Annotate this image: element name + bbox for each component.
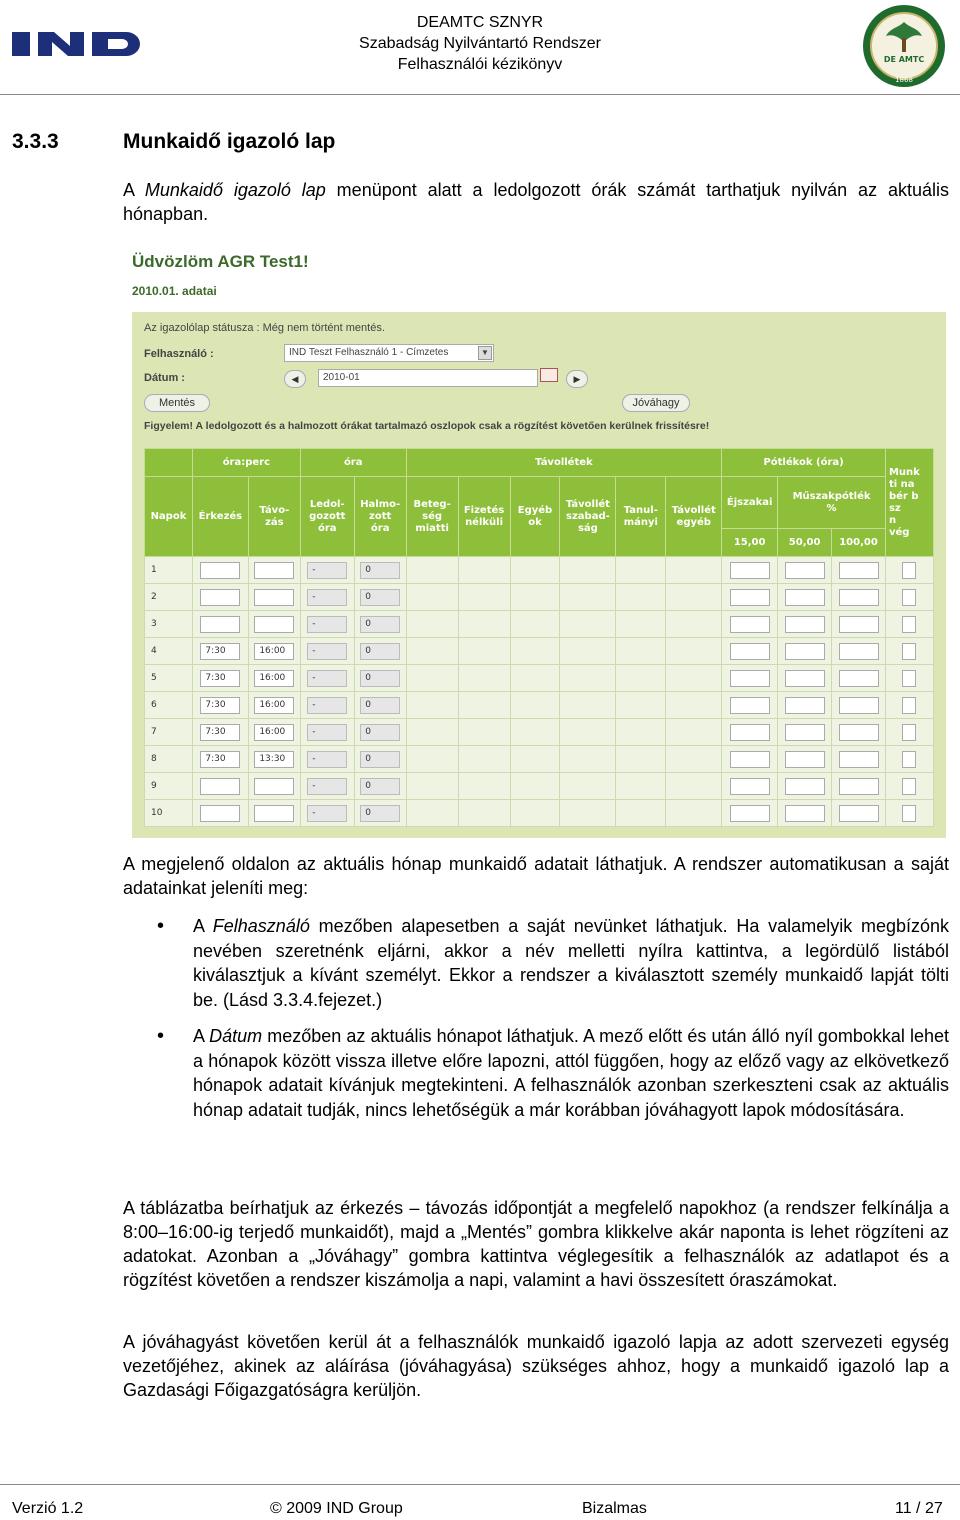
worked-hours: -: [307, 751, 347, 768]
arrival-input[interactable]: [200, 778, 240, 795]
allowance-input[interactable]: [730, 724, 770, 741]
absence-cell: [560, 638, 616, 665]
day-number: [145, 692, 193, 719]
warning-text: Figyelem! A ledolgozott és a halmozott órákat tartalmazó oszlopok csak a rögzítést követően kerülnek frissítésre!: [144, 420, 710, 432]
absence-cell: [560, 611, 616, 638]
arrival-input[interactable]: [200, 589, 240, 606]
overtime-input[interactable]: [902, 589, 916, 606]
cumulative-hours: 0: [360, 751, 400, 768]
col-egyeb: Egyéb ok: [510, 477, 560, 557]
departure-input[interactable]: [254, 562, 294, 579]
chevron-down-icon[interactable]: ▼: [478, 346, 492, 360]
col-tanulmanyi: Tanul- mányi: [616, 477, 666, 557]
overtime-input[interactable]: [902, 724, 916, 741]
group-tavollet: Távollétek: [406, 449, 722, 477]
timesheet-screenshot: [124, 240, 956, 838]
date-label: Dátum :: [144, 372, 185, 384]
day-number: [145, 557, 193, 584]
allowance-input[interactable]: [785, 589, 825, 606]
allowance-input[interactable]: [730, 751, 770, 768]
absence-cell: [406, 584, 458, 611]
day-number-text: 6: [151, 700, 157, 710]
overtime-input[interactable]: [902, 697, 916, 714]
absence-cell: [616, 584, 666, 611]
absence-cell: [458, 773, 510, 800]
arrival-input[interactable]: [200, 805, 240, 822]
arrival-input[interactable]: 7:30: [200, 751, 240, 768]
bullet-2-emphasis: Dátum: [209, 1026, 263, 1046]
departure-input[interactable]: 13:30: [254, 751, 294, 768]
worked-hours: -: [307, 616, 347, 633]
table-row: [145, 557, 934, 584]
absence-cell: [510, 746, 560, 773]
period-heading: 2010.01. adatai: [132, 284, 217, 298]
allowance-input[interactable]: [785, 616, 825, 633]
absence-cell: [666, 800, 722, 827]
absence-cell: [666, 719, 722, 746]
absence-cell: [510, 557, 560, 584]
departure-input[interactable]: 16:00: [254, 697, 294, 714]
absence-cell: [666, 557, 722, 584]
worked-hours: -: [307, 778, 347, 795]
absence-cell: [406, 773, 458, 800]
col-muszakpotlek: Műszakpótlék %: [778, 477, 886, 529]
group-orapec: óra:perc: [192, 449, 300, 477]
cumulative-hours: 0: [360, 589, 400, 606]
allowance-input[interactable]: [839, 589, 879, 606]
intro-text-rest: menüpont alatt a ledolgozott órák számát tarthatjuk nyilván az aktuális hónapban.: [123, 180, 949, 224]
bullet-dot-2: •: [157, 1025, 165, 1047]
arrival-input[interactable]: 7:30: [200, 670, 240, 687]
allowance-input[interactable]: [839, 778, 879, 795]
after-paragraph-3: A jóváhagyást követően kerül át a felhasználók munkaidő igazoló lapja az adott szervezeti egység vezetőjéhez, akinek az aláírása (jóváhagyása) szükséges ahhoz, hogy a munkaidő igazoló lap a Gazdasági Főigazgatóságra kerüljön.: [123, 1332, 949, 1400]
deamtc-seal: [862, 4, 946, 88]
worked-hours: -: [307, 805, 347, 822]
welcome-heading: Üdvözlöm AGR Test1!: [132, 252, 309, 271]
table-row: [145, 719, 934, 746]
absence-cell: [560, 692, 616, 719]
absence-cell: [510, 800, 560, 827]
absence-cell: [406, 746, 458, 773]
day-number: [145, 611, 193, 638]
table-row: [145, 611, 934, 638]
absence-cell: [616, 665, 666, 692]
table-row: [145, 584, 934, 611]
departure-input[interactable]: [254, 616, 294, 633]
header-system: Szabadság Nyilvántartó Rendszer: [359, 35, 601, 52]
header-org: DEAMTC SZNYR: [416, 14, 544, 31]
absence-cell: [406, 557, 458, 584]
arrival-input[interactable]: [200, 616, 240, 633]
absence-cell: [510, 584, 560, 611]
absence-cell: [560, 800, 616, 827]
timesheet-grid: [144, 448, 934, 827]
absence-cell: [616, 746, 666, 773]
arrival-input[interactable]: 7:30: [200, 724, 240, 741]
allowance-input[interactable]: [730, 589, 770, 606]
day-number: [145, 800, 193, 827]
departure-input[interactable]: 16:00: [254, 670, 294, 687]
intro-emphasis: Munkaidő igazoló lap: [144, 180, 326, 200]
allowance-input[interactable]: [839, 562, 879, 579]
after-paragraph-1: A megjelenő oldalon az aktuális hónap munkaidő adatait láthatjuk. A rendszer automatikusan a saját adatainkat jeleníti meg:: [123, 854, 949, 898]
allowance-input[interactable]: [785, 643, 825, 660]
departure-input[interactable]: [254, 589, 294, 606]
absence-cell: [666, 611, 722, 638]
cumulative-hours: 0: [360, 697, 400, 714]
table-row: [145, 692, 934, 719]
allowance-input[interactable]: [839, 724, 879, 741]
absence-cell: [666, 638, 722, 665]
overtime-input[interactable]: [902, 805, 916, 822]
bullet-1-text-b: mezőben alapesetben a saját nevünket láthatjuk. Ha valamelyik megbízónk nevében szeretnénk eljárni, akkor a név melletti nyílra kattintva, a legördülő listából kiválasztjuk a kívánt személyt. Ekkor a rendszer a kiválasztott személy munkaidő lapját tölti be. (Lásd 3.3.4.fejezet.): [193, 916, 950, 1010]
bullet-1-text-a: A: [193, 916, 213, 936]
day-number: [145, 719, 193, 746]
absence-cell: [666, 584, 722, 611]
user-select[interactable]: [284, 344, 494, 362]
absence-cell: [510, 665, 560, 692]
absence-cell: [458, 719, 510, 746]
absence-cell: [666, 773, 722, 800]
allowance-input[interactable]: [730, 778, 770, 795]
col-halmozott: Halmo- zott óra: [354, 477, 406, 557]
day-number-text: 3: [151, 619, 157, 629]
calendar-icon[interactable]: [540, 368, 558, 382]
worked-hours: -: [307, 724, 347, 741]
cumulative-hours: 0: [360, 778, 400, 795]
absence-cell: [458, 800, 510, 827]
date-field[interactable]: [318, 369, 538, 387]
day-number: [145, 746, 193, 773]
allowance-input[interactable]: [839, 697, 879, 714]
user-label: Felhasználó :: [144, 348, 214, 360]
departure-input[interactable]: 16:00: [254, 643, 294, 660]
timesheet-panel: [132, 312, 946, 838]
absence-cell: [616, 719, 666, 746]
footer-copyright: © 2009 IND Group: [270, 1500, 403, 1517]
day-number-text: 9: [151, 781, 157, 791]
seal-text: DE AMTC: [883, 55, 925, 64]
absence-cell: [560, 665, 616, 692]
departure-input[interactable]: [254, 805, 294, 822]
footer-classification: Bizalmas: [582, 1500, 647, 1517]
day-number-text: 4: [151, 646, 157, 656]
worked-hours: -: [307, 670, 347, 687]
table-row: [145, 746, 934, 773]
col-betegseg: Beteg- ség miatti: [406, 477, 458, 557]
bullet-dot-1: •: [157, 915, 165, 937]
absence-cell: [406, 719, 458, 746]
cumulative-hours: 0: [360, 616, 400, 633]
footer-version: Verzió 1.2: [12, 1500, 84, 1517]
allowance-input[interactable]: [785, 805, 825, 822]
allowance-input[interactable]: [839, 670, 879, 687]
absence-cell: [406, 665, 458, 692]
table-row: [145, 638, 934, 665]
absence-cell: [510, 638, 560, 665]
cumulative-hours: 0: [360, 805, 400, 822]
absence-cell: [510, 773, 560, 800]
overtime-input[interactable]: [902, 643, 916, 660]
day-number: [145, 584, 193, 611]
absence-cell: [458, 665, 510, 692]
absence-cell: [560, 584, 616, 611]
allowance-input[interactable]: [785, 697, 825, 714]
worked-hours: -: [307, 697, 347, 714]
absence-cell: [560, 557, 616, 584]
allowance-input[interactable]: [785, 562, 825, 579]
arrow-left-icon: ◀: [291, 374, 299, 384]
absence-cell: [616, 692, 666, 719]
group-ora: óra: [300, 449, 406, 477]
absence-cell: [458, 557, 510, 584]
absence-cell: [458, 584, 510, 611]
absence-cell: [458, 638, 510, 665]
absence-cell: [666, 746, 722, 773]
timesheet-rows: [145, 557, 934, 827]
absence-cell: [616, 557, 666, 584]
col-tavollet-egyeb: Távollét egyéb: [666, 477, 722, 557]
absence-cell: [616, 800, 666, 827]
bullet-item-1: [193, 914, 949, 1012]
bullet-1-emphasis: Felhasználó: [212, 916, 310, 936]
absence-cell: [406, 692, 458, 719]
save-button[interactable]: Mentés: [144, 394, 210, 412]
next-month-button[interactable]: [566, 370, 588, 388]
absence-cell: [616, 773, 666, 800]
absence-cell: [406, 800, 458, 827]
worked-hours: -: [307, 643, 347, 660]
timesheet-table: [144, 448, 934, 838]
absence-cell: [510, 611, 560, 638]
absence-cell: [458, 692, 510, 719]
cumulative-hours: 0: [360, 562, 400, 579]
bullet-item-2: [193, 1024, 949, 1122]
day-number-text: 5: [151, 673, 157, 683]
cumulative-hours: 0: [360, 643, 400, 660]
user-select-value: IND Teszt Felhasználó 1 - Címzetes: [289, 347, 449, 358]
cumulative-hours: 0: [360, 670, 400, 687]
absence-cell: [560, 746, 616, 773]
allowance-input[interactable]: [730, 643, 770, 660]
col-rate-100: 100,00: [832, 529, 886, 557]
col-ejszakai: Éjszakai: [722, 477, 778, 529]
allowance-input[interactable]: [730, 562, 770, 579]
col-ledolgozott: Ledol- gozott óra: [300, 477, 354, 557]
day-number: [145, 638, 193, 665]
overtime-input[interactable]: [902, 670, 916, 687]
overtime-input[interactable]: [902, 751, 916, 768]
allowance-input[interactable]: [730, 670, 770, 687]
absence-cell: [666, 692, 722, 719]
table-row: [145, 665, 934, 692]
day-number-text: 8: [151, 754, 157, 764]
arrival-input[interactable]: 7:30: [200, 643, 240, 660]
absence-cell: [406, 611, 458, 638]
status-text: Az igazolólap státusza : Még nem történt mentés.: [144, 322, 385, 334]
col-rate-50: 50,00: [778, 529, 832, 557]
allowance-input[interactable]: [785, 778, 825, 795]
col-rate-15: 15,00: [722, 529, 778, 557]
allowance-input[interactable]: [785, 724, 825, 741]
approve-button[interactable]: Jóváhagy: [622, 394, 690, 412]
prev-month-button[interactable]: [284, 370, 306, 388]
worked-hours: -: [307, 562, 347, 579]
allowance-input[interactable]: [785, 670, 825, 687]
allowance-input[interactable]: [839, 805, 879, 822]
day-number-text: 2: [151, 592, 157, 602]
day-number: [145, 773, 193, 800]
absence-cell: [458, 611, 510, 638]
col-napok: Napok: [145, 477, 193, 557]
day-number: [145, 665, 193, 692]
intro-text: A: [123, 180, 145, 200]
worked-hours: -: [307, 589, 347, 606]
absence-cell: [510, 719, 560, 746]
bullet-2-text-a: A: [193, 1026, 210, 1046]
allowance-input[interactable]: [785, 751, 825, 768]
arrival-input[interactable]: [200, 562, 240, 579]
section-title: Munkaidő igazoló lap: [123, 130, 336, 153]
col-szabadsag: Távollét szabad- ság: [560, 477, 616, 557]
group-potlek: Pótlékok (óra): [722, 449, 886, 477]
allowance-input[interactable]: [839, 643, 879, 660]
absence-cell: [458, 746, 510, 773]
day-number-text: 1: [151, 565, 157, 575]
seal-year: 1868: [895, 76, 913, 84]
col-fizetes: Fizetés nélküli: [458, 477, 510, 557]
arrival-input[interactable]: 7:30: [200, 697, 240, 714]
footer-divider: [0, 1484, 960, 1485]
allowance-input[interactable]: [839, 616, 879, 633]
departure-input[interactable]: 16:00: [254, 724, 294, 741]
overtime-input[interactable]: [902, 778, 916, 795]
day-number-text: 7: [151, 727, 157, 737]
overtime-input[interactable]: [902, 616, 916, 633]
departure-input[interactable]: [254, 778, 294, 795]
date-field-value: 2010-01: [323, 372, 360, 383]
allowance-input[interactable]: [730, 616, 770, 633]
section-number: 3.3.3: [12, 130, 59, 153]
absence-cell: [560, 719, 616, 746]
absence-cell: [560, 773, 616, 800]
day-number-text: 10: [151, 808, 163, 818]
absence-cell: [666, 665, 722, 692]
header-text: [0, 12, 960, 75]
absence-cell: [510, 692, 560, 719]
intro-paragraph: [123, 178, 949, 226]
col-munk: Munk ti na bér b sz n vég: [885, 449, 933, 557]
allowance-input[interactable]: [730, 805, 770, 822]
group-blank: [145, 449, 193, 477]
col-tavozas: Távo- zás: [248, 477, 300, 557]
header-doc: Felhasználói kézikönyv: [397, 56, 563, 73]
arrow-right-icon: ▶: [573, 374, 581, 384]
absence-cell: [406, 638, 458, 665]
absence-cell: [616, 638, 666, 665]
absence-cell: [616, 611, 666, 638]
allowance-input[interactable]: [730, 697, 770, 714]
col-erkezes: Érkezés: [192, 477, 248, 557]
bullet-2-text-b: mezőben az aktuális hónapot láthatjuk. A mező előtt és után álló nyíl gombokkal lehet a hónapok között vissza illetve előre lapozni, attól függően, hogy az előző vagy az elkövetkező hónapok adatait kívánjuk megtekinteni. A felhasználók azonban szerkeszteni csak az aktuális hónap adatait tudják, nincs lehetőségük a már korábban jóváhagyott lapok módosítására.: [193, 1026, 949, 1120]
table-row: [145, 800, 934, 827]
overtime-input[interactable]: [902, 562, 916, 579]
cumulative-hours: 0: [360, 724, 400, 741]
header-divider: [0, 94, 960, 95]
allowance-input[interactable]: [839, 751, 879, 768]
after-paragraph-2: A táblázatba beírhatjuk az érkezés – távozás időpontját a megfelelő napokhoz (a rendszer felkínálja a 8:00–16:00-ig terjedő munkaidőt), majd a „Mentés” gombra klikkelve akár naponta is lehet rögzíteni az adatokat. Azonban a „Jóváhagy” gombra kattintva véglegesítik a felhasználók az adatlapot és a rögzítést követően a rendszer kiszámolja a napi, valamint a havi összesített óraszámokat.: [123, 1198, 949, 1290]
table-row: [145, 773, 934, 800]
footer-page: 11 / 27: [895, 1500, 943, 1517]
